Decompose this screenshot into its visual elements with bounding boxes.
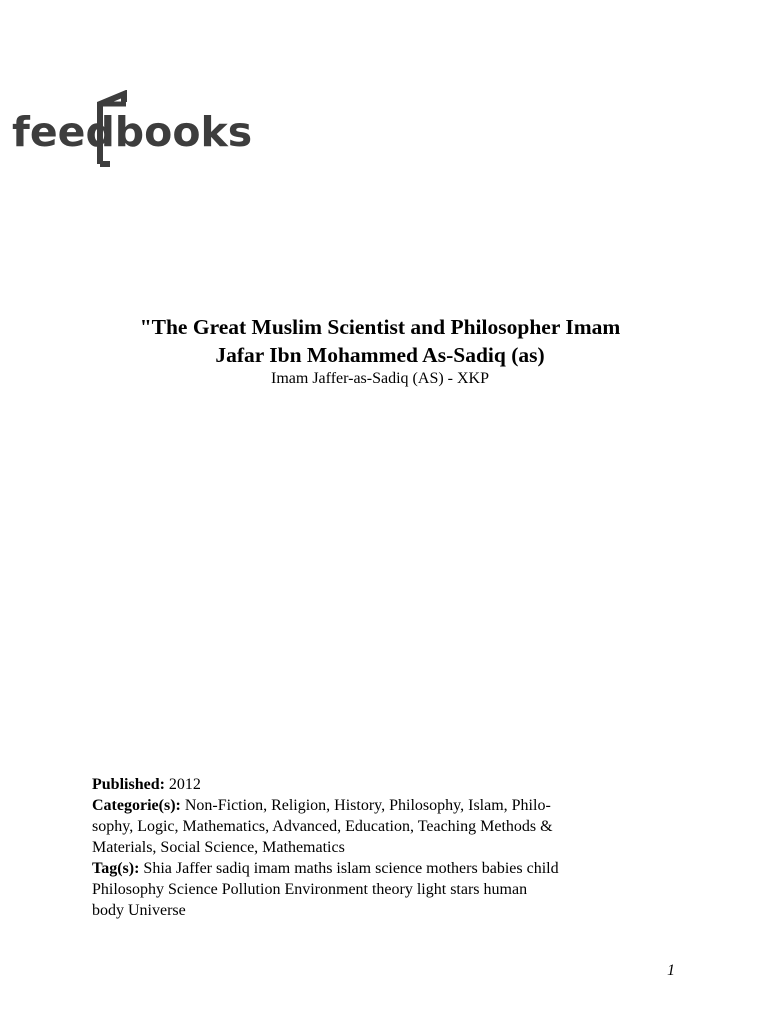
categories-line-3: Materials, Social Science, Mathematics — [92, 839, 345, 856]
categories-label: Categorie(s): — [92, 797, 181, 814]
book-metadata — [92, 774, 672, 921]
book-title-line-1: "The Great Muslim Scientist and Philosopher Imam — [139, 315, 621, 339]
logo-wordmark: feedbooks — [12, 108, 253, 156]
page-number: 1 — [667, 962, 675, 979]
published-value: 2012 — [168, 776, 201, 793]
tags-line-2: Philosophy Science Pollution Environment theory light stars human — [92, 881, 528, 898]
tags-line-1 — [92, 858, 672, 879]
categories-line-2: sophy, Logic, Mathematics, Advanced, Education, Teaching Methods & — [92, 818, 553, 835]
tags-label: Tag(s): — [92, 860, 140, 877]
book-author: Imam Jaffer-as-Sadiq (AS) - XKP — [271, 370, 489, 387]
tags-line-3: body Universe — [92, 902, 186, 919]
book-title-block — [60, 313, 700, 389]
tags-text-1: Shia Jaffer sadiq imam maths islam science mothers babies child — [143, 860, 559, 877]
published-label: Published: — [92, 776, 165, 793]
categories-text-1: Non-Fiction, Religion, History, Philosophy, Islam, Philo- — [184, 797, 551, 814]
published-line — [92, 774, 672, 795]
categories-line-1 — [92, 795, 672, 816]
book-title-line-2: Jafar Ibn Mohammed As-Sadiq (as) — [215, 343, 545, 367]
